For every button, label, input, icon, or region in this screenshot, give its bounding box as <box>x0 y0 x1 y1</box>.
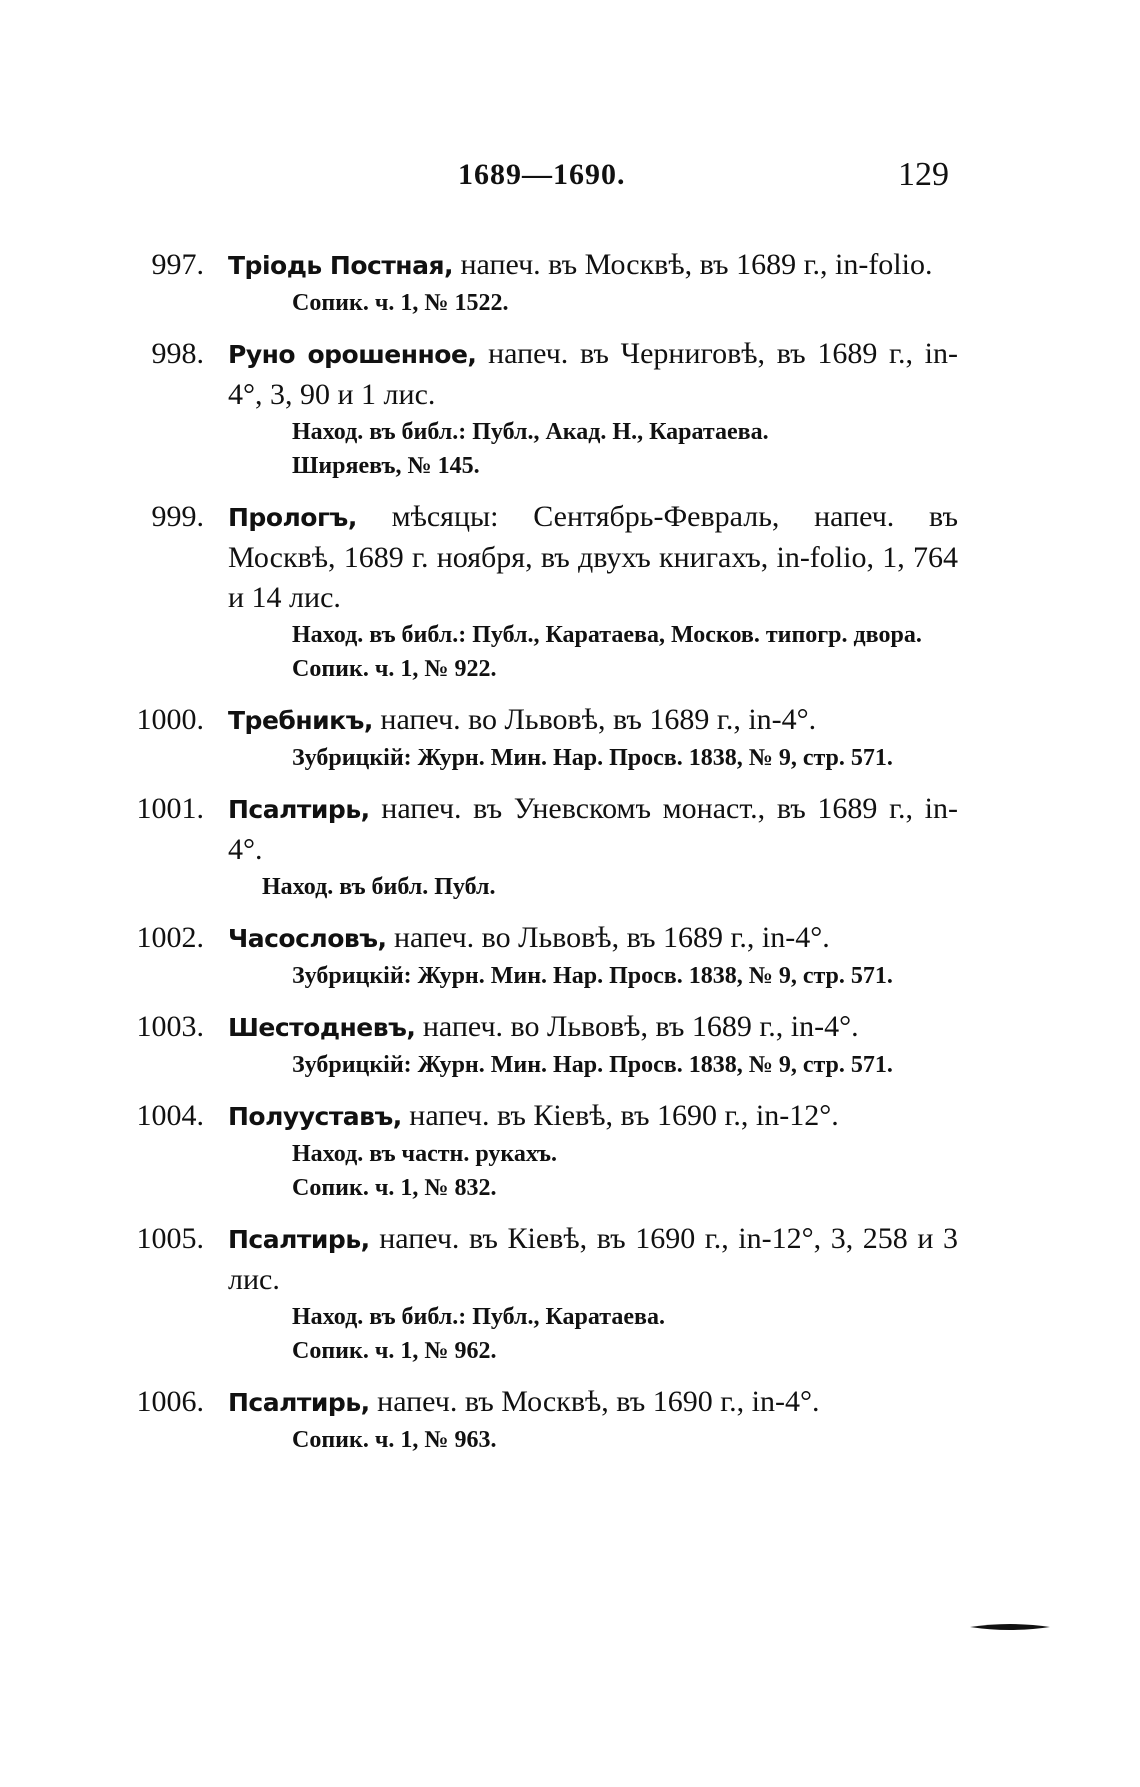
entry-reference: Зубрицкій: Журн. Мин. Нар. Просв. 1838, № 9, стр. 571. <box>292 963 893 989</box>
ornamental-dash-icon <box>970 1622 1050 1632</box>
running-head: 1689—1690. <box>458 158 626 191</box>
entry-number: 1002. <box>136 921 204 954</box>
entry <box>0 918 1140 993</box>
entry-reference: Зубрицкій: Журн. Мин. Нар. Просв. 1838, № 9, стр. 571. <box>292 1052 893 1078</box>
entry-text <box>228 1007 958 1048</box>
entry-text <box>228 700 958 741</box>
entry-number: 997. <box>151 248 204 281</box>
entry-description: мѣсяцы: Сентябрь-Февраль, напеч. въ Москвѣ, 1689 г. ноября, въ двухъ книгахъ, in-folio, 1, 764 и 14 лис. <box>228 500 958 614</box>
entry-number: 998. <box>151 337 204 370</box>
entry-number: 1006. <box>136 1385 204 1418</box>
entry <box>0 789 1140 904</box>
entry-text <box>228 1382 958 1423</box>
entry-text <box>228 789 958 870</box>
entry-description: напеч. въ Кіевѣ, въ 1690 г., in-12°. <box>401 1099 839 1132</box>
entry-text <box>228 1219 958 1300</box>
entry <box>0 1219 1140 1368</box>
entry-reference: Наход. въ библ.: Публ., Каратаева. <box>292 1304 665 1330</box>
entry-reference: Ширяевъ, № 145. <box>292 453 480 479</box>
entry-description: напеч. въ Кіевѣ, въ 1690 г., in-12°, 3, 258 и 3 лис. <box>228 1222 958 1296</box>
entry-reference: Сопик. ч. 1, № 962. <box>292 1338 497 1364</box>
entry-text <box>228 497 958 618</box>
entry-reference: Зубрицкій: Журн. Мин. Нар. Просв. 1838, № 9, стр. 571. <box>292 745 893 771</box>
entry-reference: Наход. въ библ.: Публ., Акад. Н., Каратаева. <box>292 419 769 445</box>
page-header <box>0 158 1140 208</box>
entry-text <box>228 334 958 415</box>
entry <box>0 334 1140 483</box>
entry <box>0 700 1140 775</box>
entry-reference: Сопик. ч. 1, № 922. <box>292 656 497 682</box>
entry-description: напеч. въ Уневскомъ монаст., въ 1689 г., in-4°. <box>228 792 958 866</box>
entry-description: напеч. въ Черниговѣ, въ 1689 г., in-4°, 3, 90 и 1 лис. <box>228 337 958 411</box>
page-number: 129 <box>898 156 949 193</box>
entry-text <box>228 1096 958 1137</box>
entry-description: напеч. во Львовѣ, въ 1689 г., in-4°. <box>386 921 830 954</box>
entry-number: 1005. <box>136 1222 204 1255</box>
entry-number: 999. <box>151 500 204 533</box>
entry-title: Полууставъ, <box>228 1102 402 1131</box>
entry-number: 1004. <box>136 1099 204 1132</box>
entry-title: Псалтирь, <box>228 1388 370 1417</box>
entry-title: Прологъ, <box>228 503 357 532</box>
entry-reference: Наход. въ частн. рукахъ. <box>292 1141 557 1167</box>
entry-description: напеч. во Львовѣ, въ 1689 г., in-4°. <box>372 703 817 736</box>
entry-reference: Сопик. ч. 1, № 963. <box>292 1427 497 1453</box>
entry-reference: Сопик. ч. 1, № 1522. <box>292 290 509 316</box>
entry-title: Руно орошенное, <box>228 340 477 369</box>
entry-title: Псалтирь, <box>228 1225 370 1254</box>
entry-text <box>228 245 958 286</box>
entry-list <box>0 245 1140 1471</box>
entry <box>0 245 1140 320</box>
entry <box>0 497 1140 686</box>
entry-text <box>228 918 958 959</box>
entry-number: 1003. <box>136 1010 204 1043</box>
entry <box>0 1096 1140 1205</box>
entry-title: Требникъ, <box>228 706 373 735</box>
entry-reference: Наход. въ библ.: Публ., Каратаева, Москов. типогр. двора. <box>292 622 922 648</box>
entry-number: 1000. <box>136 703 204 736</box>
entry-description: напеч. во Львовѣ, въ 1689 г., in-4°. <box>415 1010 859 1043</box>
entry-title: Псалтирь, <box>228 795 370 824</box>
entry <box>0 1007 1140 1082</box>
entry <box>0 1382 1140 1457</box>
entry-title: Часословъ, <box>228 924 387 953</box>
entry-title: Тріодь Постная, <box>228 251 453 280</box>
entry-description: напеч. въ Москвѣ, въ 1690 г., in-4°. <box>369 1385 820 1418</box>
entry-title: Шестодневъ, <box>228 1013 416 1042</box>
entry-number: 1001. <box>136 792 204 825</box>
entry-description: напеч. въ Москвѣ, въ 1689 г., in-folio. <box>453 248 933 281</box>
entry-reference: Сопик. ч. 1, № 832. <box>292 1175 497 1201</box>
entry-reference: Наход. въ библ. Публ. <box>262 874 496 900</box>
